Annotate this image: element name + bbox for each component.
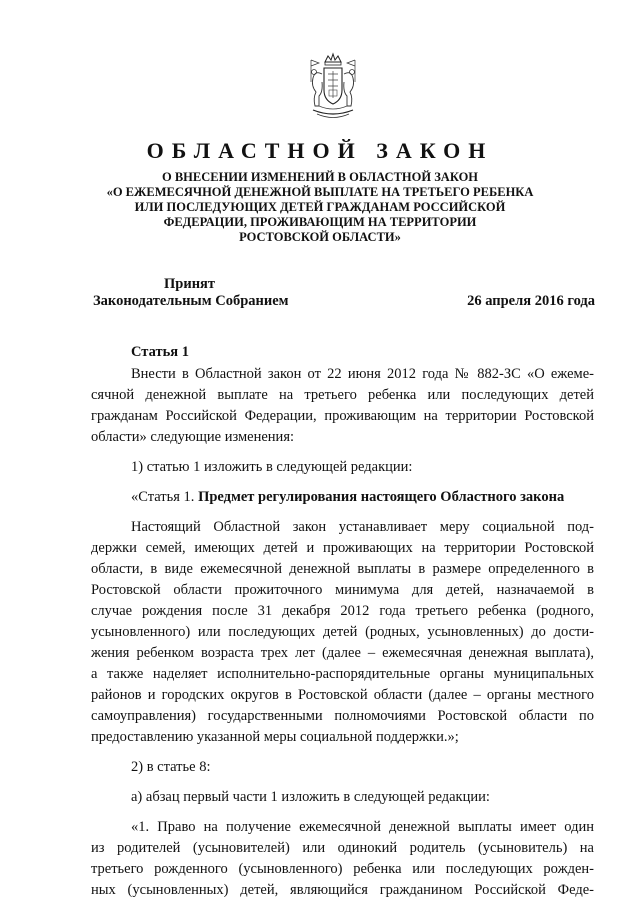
text-line: самоуправления) государственными полномочиями Ростовской области по	[91, 708, 594, 724]
adoption-label: Принят	[164, 276, 216, 292]
text-line: районов и городских округов в Ростовской области (далее – органы местного	[91, 687, 594, 703]
text-line: предоставлению указанной меры социальной поддержки.»;	[91, 729, 459, 745]
text-line: а также наделяет исполнительно-распорядительные органы муниципальных	[91, 666, 594, 682]
text-line: ных (усыновленных) детей, являющийся гражданином Российской Феде-	[91, 882, 594, 898]
text-line: Ростовской области прожиточного минимума для детей, назначаемой в	[91, 582, 594, 598]
subtitle-line: ФЕДЕРАЦИИ, ПРОЖИВАЮЩИМ НА ТЕРРИТОРИИ	[163, 215, 477, 229]
subtitle-line: О ВНЕСЕНИИ ИЗМЕНЕНИЙ В ОБЛАСТНОЙ ЗАКОН	[161, 170, 479, 184]
paragraph-item-1: 1) статью 1 изложить в следующей редакции:	[131, 459, 413, 475]
text-line: области, в виде ежемесячной денежной выплаты в размере определенного в	[91, 561, 594, 577]
text-line: области» следующие изменения:	[91, 429, 295, 445]
text-line: сячной денежной выплате на третьего ребенка или последующих детей	[91, 387, 594, 403]
paragraph-part-1-text	[91, 817, 594, 901]
paragraph-item-2: 2) в статье 8:	[131, 759, 211, 775]
article-title-bold: Предмет регулирования настоящего Областного закона	[198, 489, 565, 505]
paragraph-item-2a: а) абзац первый части 1 изложить в следующей редакции:	[131, 789, 490, 805]
text-line: Внести в Областной закон от 22 июня 2012 года № 882-ЗС «О ежеме-	[131, 366, 594, 382]
adoption-date: 26 апреля 2016 года	[467, 293, 595, 309]
law-subtitle	[60, 170, 580, 245]
article-title-prefix: «Статья 1.	[131, 489, 199, 505]
text-line: Настоящий Областной закон устанавливает меру социальной под-	[131, 519, 594, 535]
text-line: третьего рожденного (усыновленного) ребенка или последующих рожден-	[91, 861, 594, 877]
text-line: жения ребенком возраста трех лет (далее – ежемесячная денежная выплата),	[91, 645, 594, 661]
article-heading: Статья 1	[131, 344, 189, 360]
text-line: случае рождения после 31 декабря 2012 года третьего ребенка (родного,	[91, 603, 594, 619]
text-line: из родителей (усыновителей) или одинокий родитель (усыновитель) на	[91, 840, 594, 856]
rostov-coat-of-arms-icon	[305, 52, 361, 122]
subtitle-line: РОСТОВСКОЙ ОБЛАСТИ»	[239, 230, 401, 244]
paragraph-article-title	[91, 487, 594, 508]
subtitle-line: ИЛИ ПОСЛЕДУЮЩИХ ДЕТЕЙ ГРАЖДАНАМ РОССИЙСКОЙ	[134, 200, 506, 214]
paragraph-amendment-intro	[91, 364, 594, 448]
text-line: гражданам Российской Федерации, проживающим на территории Ростовской	[91, 408, 594, 424]
article-body	[91, 364, 594, 910]
text-line: усыновленного) или последующих детей (родных, усыновленных) до дости-	[91, 624, 594, 640]
text-line: «1. Право на получение ежемесячной денежной выплаты имеет один	[131, 819, 594, 835]
paragraph-article-text	[91, 517, 594, 748]
adoption-body: Законодательным Собранием	[93, 293, 289, 309]
text-line: держки семей, имеющих детей и проживающих на территории Ростовской	[91, 540, 594, 556]
subtitle-line: «О ЕЖЕМЕСЯЧНОЙ ДЕНЕЖНОЙ ВЫПЛАТЕ НА ТРЕТЬЕГО РЕБЕНКА	[106, 185, 534, 199]
law-title: ОБЛАСТНОЙ ЗАКОН	[146, 138, 494, 163]
